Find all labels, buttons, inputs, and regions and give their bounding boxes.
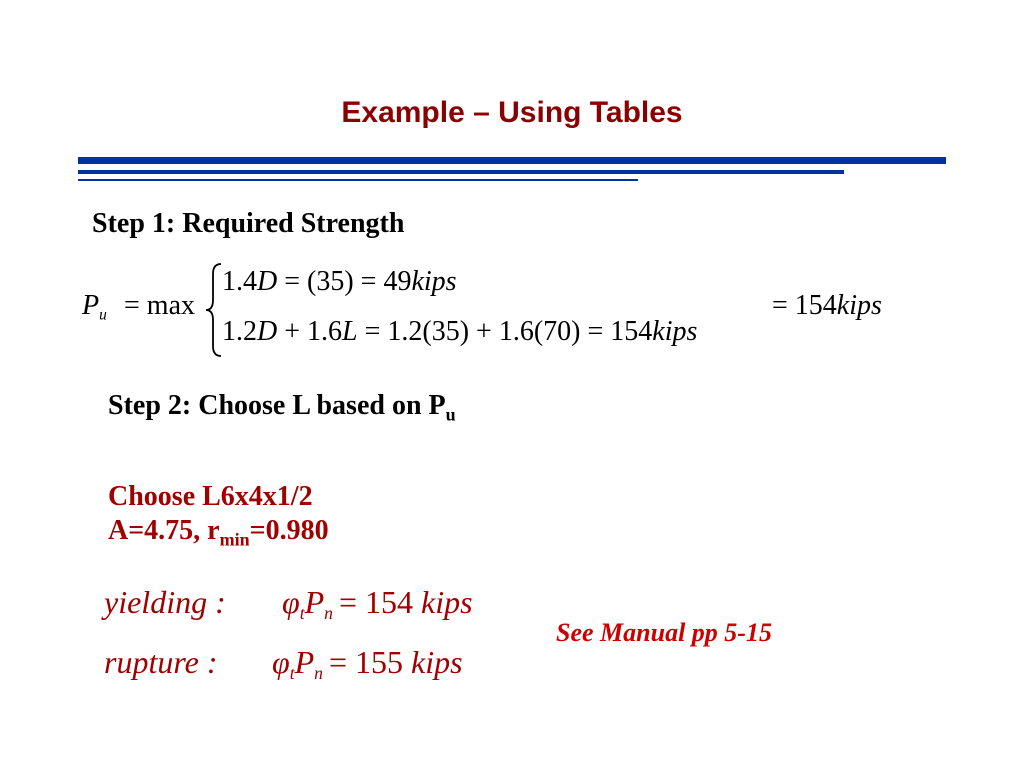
max-operator: = max bbox=[124, 290, 195, 321]
chosen-section bbox=[108, 480, 329, 556]
case-line-1: 1.4D = (35) = 49kips bbox=[222, 266, 457, 297]
case-line-2: 1.2D + 1.6L = 1.2(35) + 1.6(70) = 154kips bbox=[222, 316, 698, 347]
yielding-check: yielding : $\varphi_tP_n = 154$ kips bbox=[104, 584, 473, 624]
cases-brace bbox=[204, 262, 224, 358]
title-rule-bottom bbox=[78, 179, 638, 181]
section-properties: A=4.75, $r_{min}=0.980$ bbox=[108, 515, 329, 550]
chosen-angle: Choose L6x4x1/2 bbox=[108, 481, 313, 512]
title-rule-middle bbox=[78, 170, 844, 174]
pu-result: = 154kips bbox=[772, 290, 882, 321]
rupture-check: rupture : $\varphi_tP_n = 155$ kips bbox=[104, 644, 463, 684]
title-rule-top bbox=[78, 157, 946, 164]
slide-title: Example – Using Tables bbox=[341, 96, 683, 129]
pu-symbol: $P_u$ bbox=[82, 290, 107, 324]
step1-label: Step 1: Required Strength bbox=[92, 208, 405, 239]
manual-reference: See Manual pp 5-15 bbox=[556, 618, 772, 647]
step2-label: Step 2: Choose L based on $P_u$ bbox=[108, 390, 456, 425]
